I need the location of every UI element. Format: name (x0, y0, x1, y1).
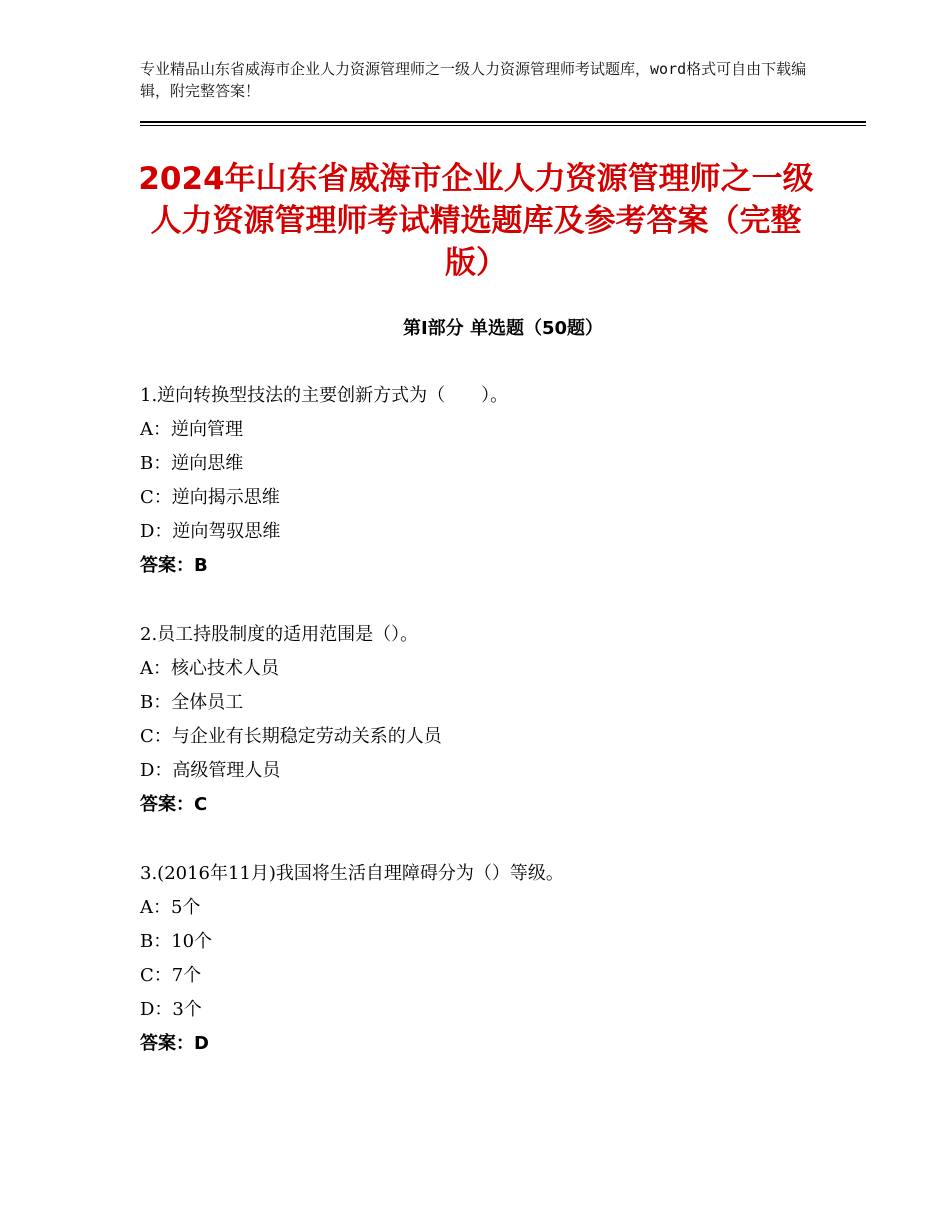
option-a: A：5个 (140, 897, 201, 918)
option-a: A：核心技术人员 (140, 658, 279, 679)
question-2 (140, 618, 866, 822)
header-rule-thick (140, 121, 866, 123)
option-c: C：7个 (140, 965, 202, 986)
header-note: 专业精品山东省威海市企业人力资源管理师之一级人力资源管理师考试题库，word格式可自由下载编辑，附完整答案！ (140, 60, 807, 100)
option-d: D：高级管理人员 (140, 760, 281, 781)
option-d: D：逆向驾驭思维 (140, 521, 281, 542)
answer: 答案：D (140, 1033, 209, 1054)
question-1 (140, 379, 866, 583)
option-b: B：逆向思维 (140, 453, 244, 474)
option-a: A：逆向管理 (140, 419, 243, 440)
question-stem: 2.员工持股制度的适用范围是（）。 (140, 624, 419, 645)
option-b: B：全体员工 (140, 692, 244, 713)
question-stem: 1.逆向转换型技法的主要创新方式为（ ）。 (140, 385, 509, 406)
answer: 答案：C (140, 794, 208, 815)
option-b: B：10个 (140, 931, 213, 952)
section-title: 第Ⅰ部分 单选题（50题） (402, 318, 603, 339)
question-3 (140, 857, 866, 1061)
option-c: C：逆向揭示思维 (140, 487, 280, 508)
header-rule-thin (140, 125, 866, 126)
question-stem: 3.(2016年11月)我国将生活自理障碍分为（）等级。 (140, 863, 564, 884)
option-d: D：3个 (140, 999, 202, 1020)
option-c: C：与企业有长期稳定劳动关系的人员 (140, 726, 442, 747)
answer: 答案：B (140, 555, 208, 576)
document-title: 2024年山东省威海市企业人力资源管理师之一级人力资源管理师考试精选题库及参考答案（完整版） (138, 161, 814, 281)
